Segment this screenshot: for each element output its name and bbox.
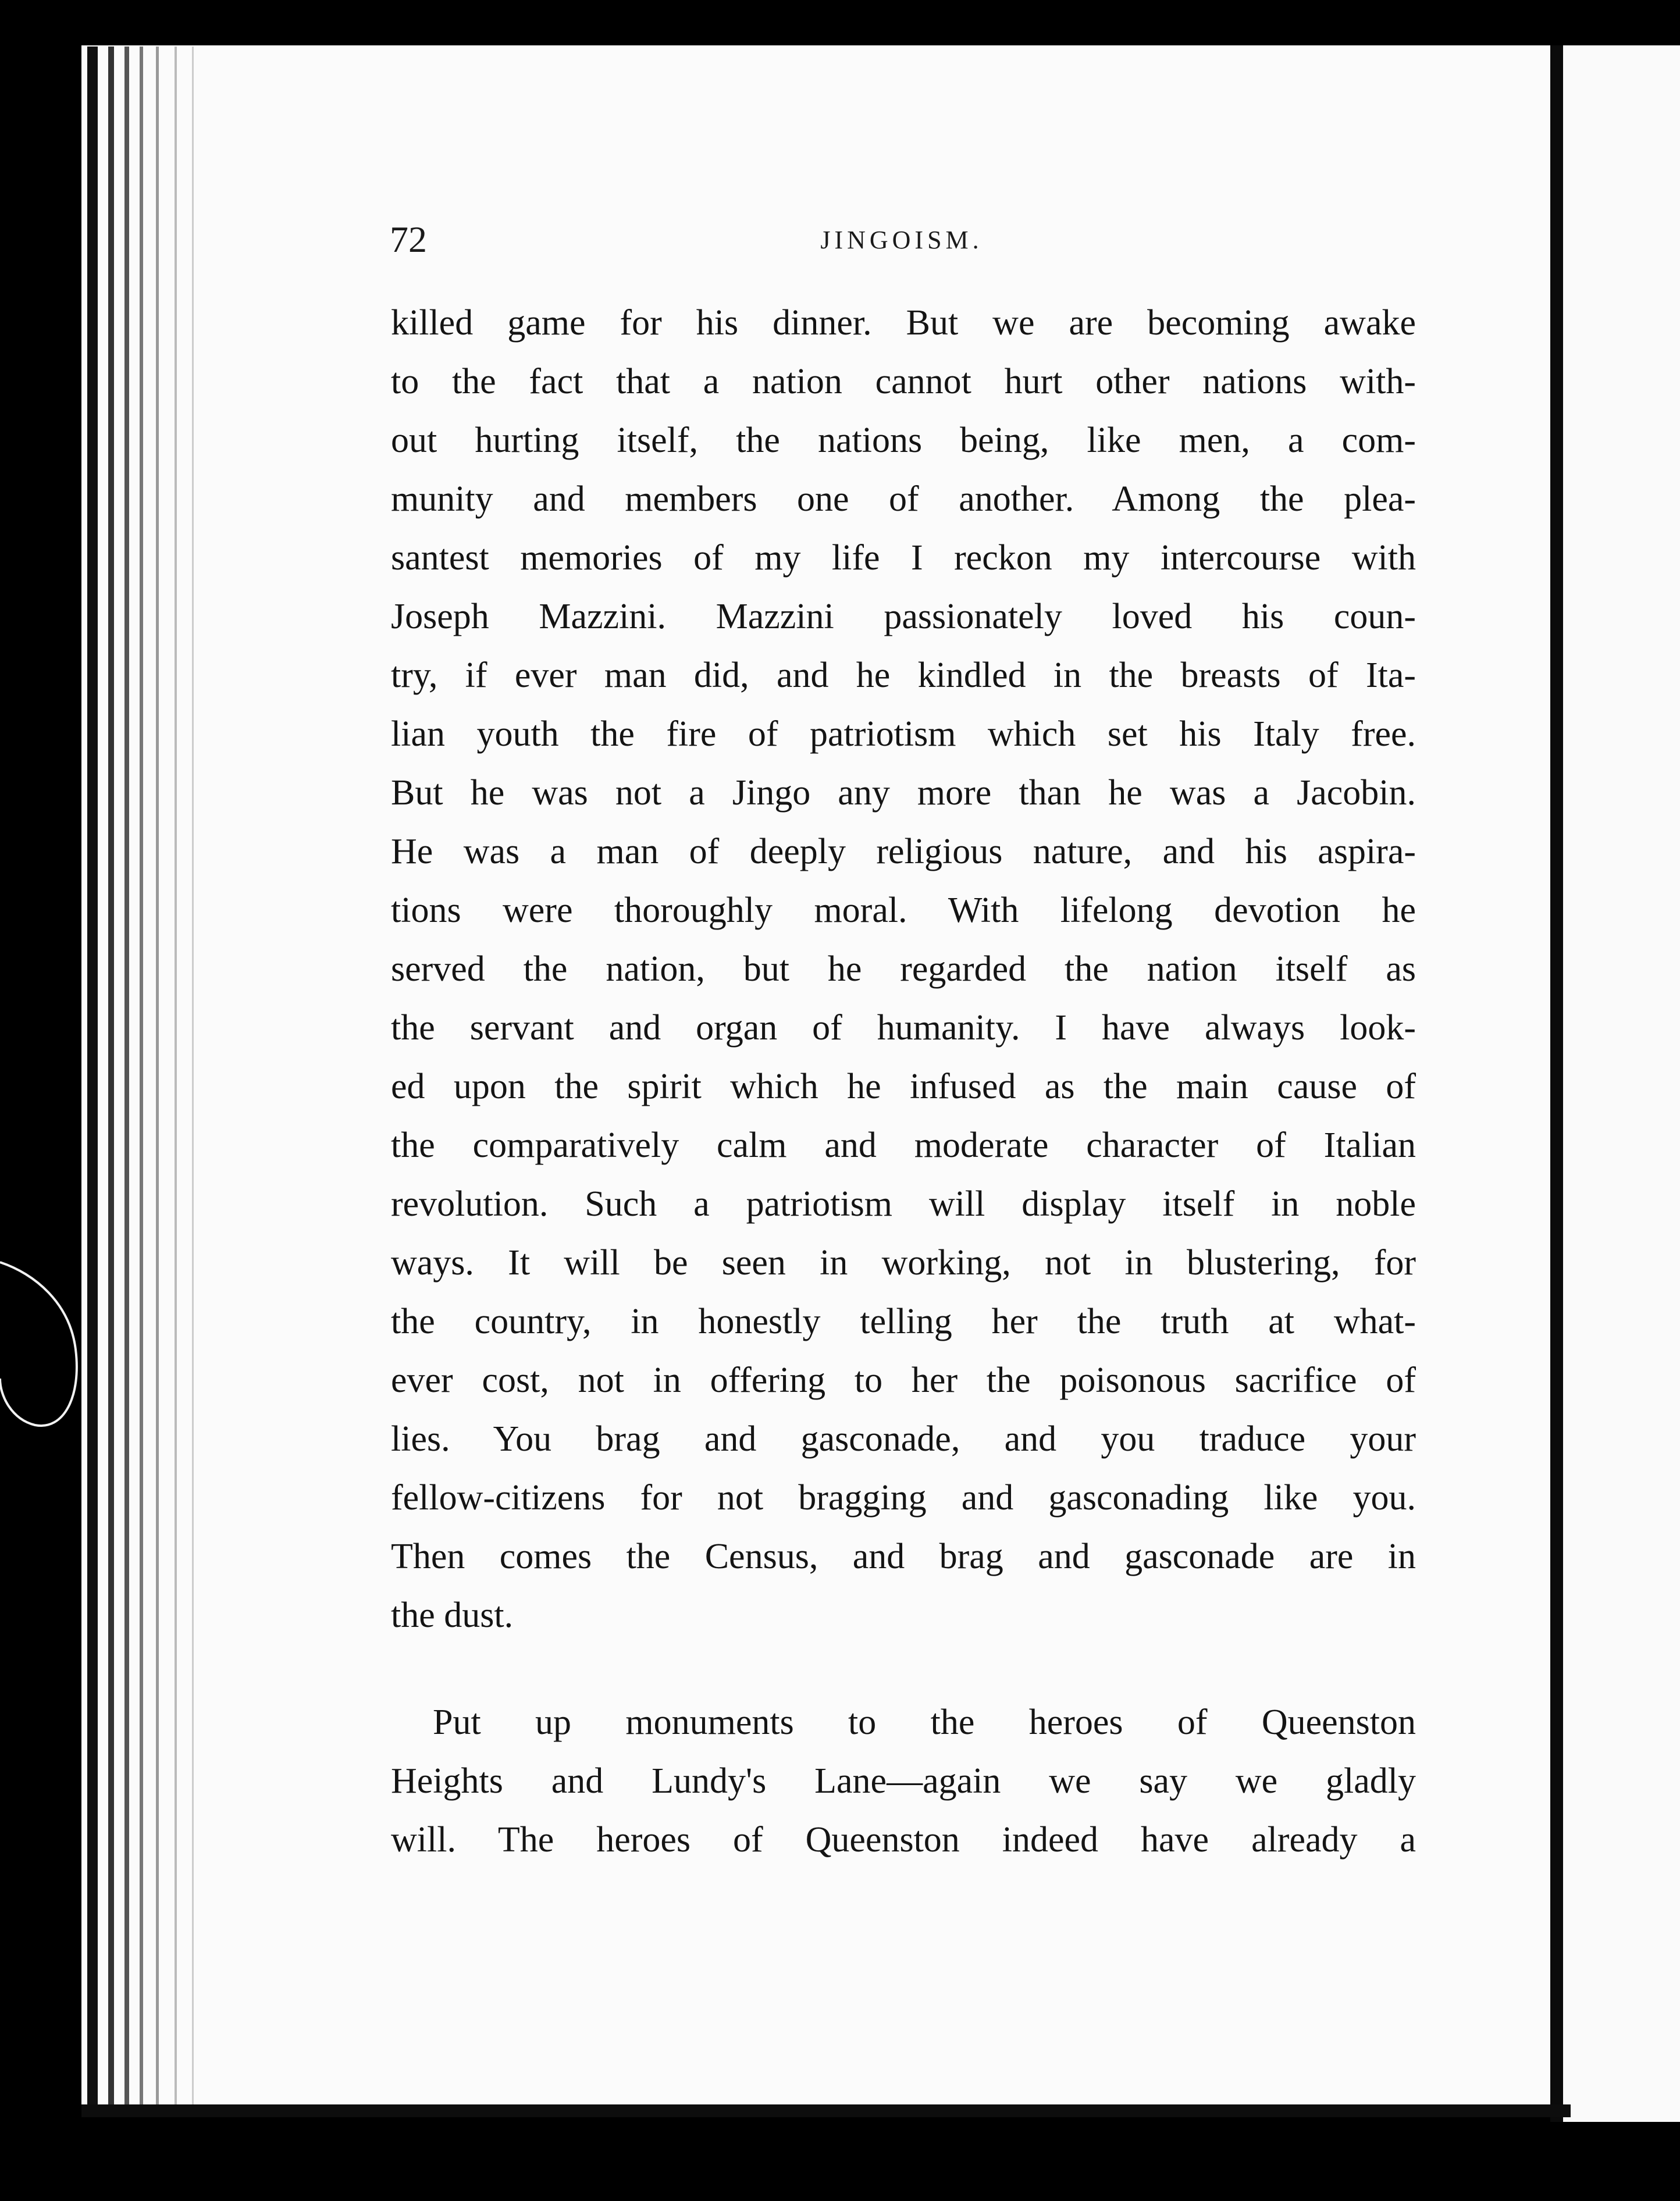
facing-page-strip (1563, 45, 1680, 2122)
text-line: tions were thoroughly moral. With lifelong devotion he (391, 891, 1416, 930)
paragraph-gap (391, 1645, 1416, 1693)
text-line: the comparatively calm and moderate character of Italian (391, 1126, 1416, 1165)
text-line: out hurting itself, the nations being, like men, a com- (391, 421, 1416, 460)
text-line: Then comes the Census, and brag and gasconade are in (391, 1537, 1416, 1576)
text-line: served the nation, but he regarded the nation itself as (391, 949, 1416, 989)
text-line: munity and members one of another. Among the plea- (391, 479, 1416, 519)
running-title: JINGOISM. (820, 226, 983, 254)
text-line: try, if ever man did, and he kindled in the breasts of Ita- (391, 656, 1416, 695)
page-number: 72 (390, 219, 427, 260)
page-edge (140, 47, 143, 2117)
page-edge (108, 47, 114, 2117)
page-edge (175, 47, 177, 2117)
text-line: fellow-citizens for not bragging and gasconading like you. (391, 1478, 1416, 1518)
text-line: the country, in honestly telling her the truth at what- (391, 1302, 1416, 1341)
text-line: the dust. (391, 1595, 514, 1635)
binding-gutter (1550, 45, 1563, 2122)
text-line: santest memories of my life I reckon my intercourse with (391, 538, 1416, 578)
paragraph-1 (391, 294, 1416, 1645)
page-edge (156, 47, 159, 2117)
text-line: ways. It will be seen in working, not in blustering, for (391, 1243, 1416, 1283)
text-line: killed game for his dinner. But we are becoming awake (391, 303, 1416, 343)
text-line: the servant and organ of humanity. I have always look- (391, 1008, 1416, 1048)
text-line: Put up monuments to the heroes of Queenston (433, 1703, 1416, 1742)
text-line: will. The heroes of Queenston indeed have already a (391, 1820, 1416, 1860)
string-loop-mark (0, 1239, 93, 1460)
paragraph-2 (391, 1693, 1416, 1869)
page-edge (87, 47, 98, 2117)
body-text (391, 294, 1416, 1869)
text-line: revolution. Such a patriotism will display itself in noble (391, 1184, 1416, 1224)
text-line: to the fact that a nation cannot hurt other nations with- (391, 362, 1416, 401)
text-line: lian youth the fire of patriotism which set his Italy free. (391, 714, 1416, 754)
page-edge (192, 47, 194, 2117)
text-line: Joseph Mazzini. Mazzini passionately loved his coun- (391, 597, 1416, 636)
text-line: Heights and Lundy's Lane—again we say we gladly (391, 1761, 1416, 1801)
text-line: lies. You brag and gasconade, and you traduce your (391, 1419, 1416, 1459)
text-line: He was a man of deeply religious nature, and his aspira- (391, 832, 1416, 871)
text-line: ever cost, not in offering to her the poisonous sacrifice of (391, 1361, 1416, 1400)
text-line: But he was not a Jingo any more than he was a Jacobin. (391, 773, 1416, 813)
page-edge (124, 47, 129, 2117)
text-line: ed upon the spirit which he infused as the main cause of (391, 1067, 1416, 1106)
running-header (390, 218, 1414, 270)
page-bottom-edge (81, 2104, 1571, 2117)
